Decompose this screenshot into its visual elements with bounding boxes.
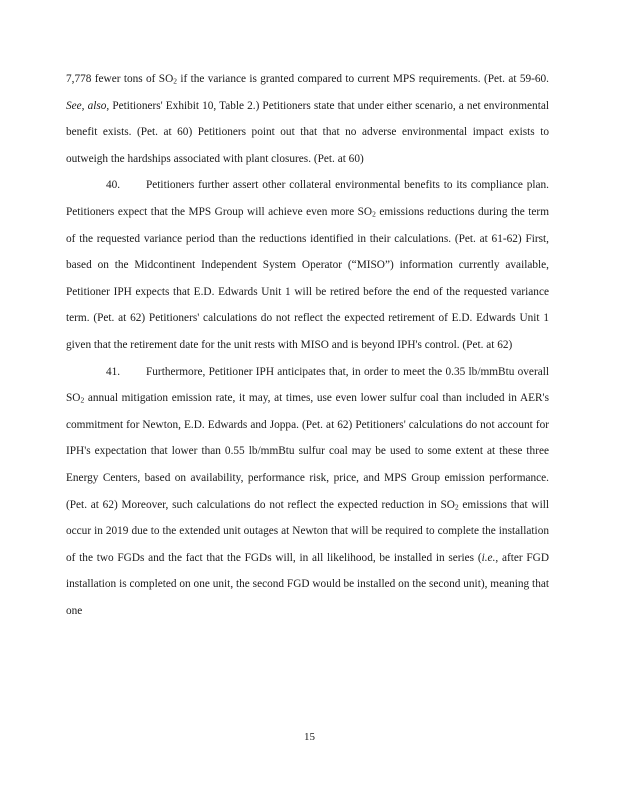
paragraph-41: 41. Furthermore, Petitioner IPH anticipates that, in order to meet the 0.35 lb/mmBtu overall $SO_2$ annual mitigation emission rate, it may, at times, use even lower sulfur coal than included in AER's commitment for Newton, E.D. Edwards and Joppa. (Pet. at 62) Petitioners' calculations do not account for IPH's expectation that lower than 0.55 lb/mmBtu sulfur coal may be used to some extent at these three Energy Centers, based on availability, performance risk, price, and MPS Group emission performance. (Pet. at 62) Moreover, such calculations do not reflect the expected reduction in $SO_2$ emissions that will occur in 2019 due to the extended unit outages at Newton that will be required to complete the installation of the two FGDs and the fact that the FGDs will, in all likelihood, be installed in series (i.e., after FGD installation is completed on one unit, the second FGD would be installed on the second unit), meaning that one xyxy=(66,359,549,625)
paragraph-number: 41. xyxy=(106,365,121,378)
paragraph-continuation: 7,778 fewer tons of $SO_2$ if the variance is granted compared to current MPS requirements. (Pet. at 59-60. See, also, Petitioners' Exhibit 10, Table 2.) Petitioners state that under either scenario, a net environmental benefit exists. (Pet. at 60) Petitioners point out that that no adverse environmental impact exists to outweigh the hardships associated with plant closures. (Pet. at 60) xyxy=(66,73,550,165)
document-body xyxy=(66,66,549,624)
paragraph-number: 40. xyxy=(106,179,121,192)
paragraph-40: 40. Petitioners further assert other collateral environmental benefits to its compliance plan. Petitioners expect that the MPS Group will achieve even more $SO_2$ emissions reductions during the term of the requested variance period than the reductions identified in their calculations. (Pet. at 61-62) First, based on the Midcontinent Independent System Operator (“MISO”) information currently available, Petitioner IPH expects that E.D. Edwards Unit 1 will be retired before the end of the requested variance term. (Pet. at 62) Petitioners' calculations do not reflect the expected retirement of E.D. Edwards Unit 1 given that the retirement date for the unit rests with MISO and is beyond IPH's control. (Pet. at 62) xyxy=(66,172,549,358)
citation-signal: See, also, xyxy=(66,99,110,112)
page-number: 15 xyxy=(304,731,315,743)
